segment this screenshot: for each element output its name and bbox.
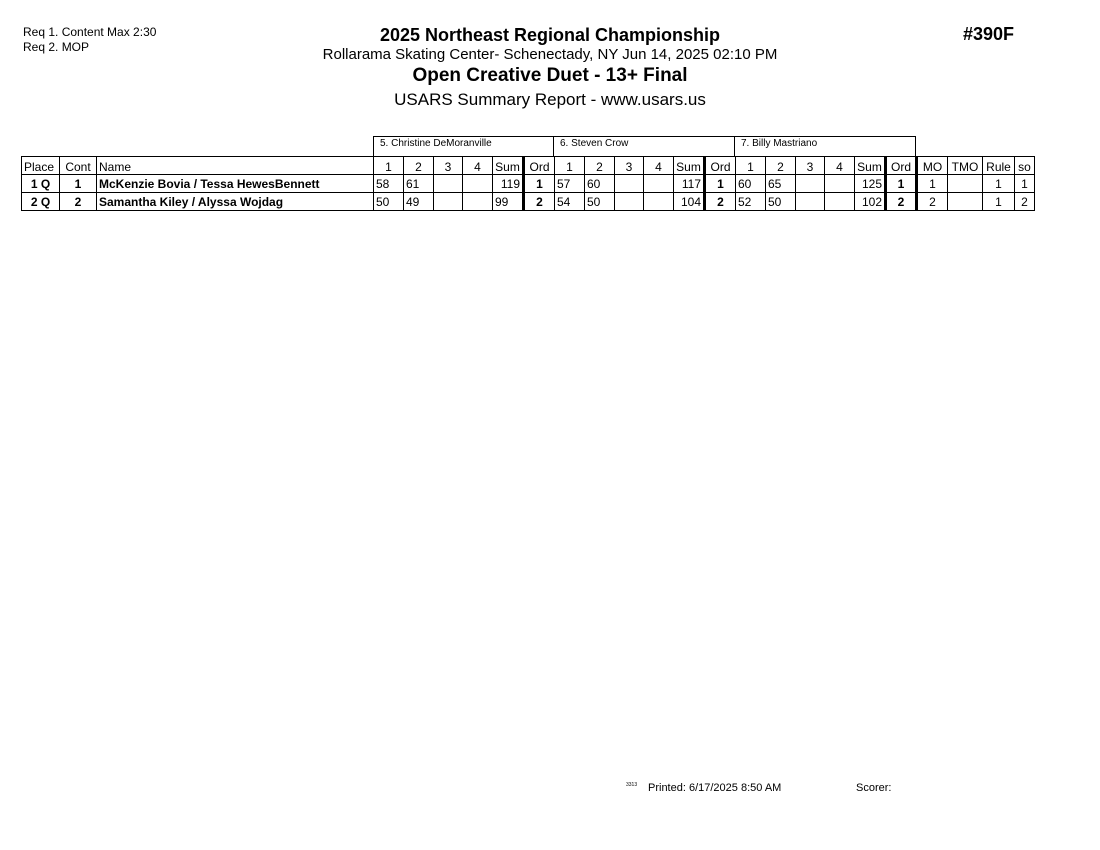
col-j1-ord: Ord xyxy=(524,157,555,175)
cont-cell: 1 xyxy=(60,175,97,193)
score-cell xyxy=(644,175,674,193)
table-header-row xyxy=(22,157,1035,175)
so-cell: 1 xyxy=(1015,175,1035,193)
col-j3-ord: Ord xyxy=(886,157,917,175)
mo-cell: 1 xyxy=(917,175,948,193)
requirement-2: Req 2. MOP xyxy=(23,40,90,54)
tmo-cell xyxy=(948,193,983,211)
col-j1-score3: 3 xyxy=(434,157,463,175)
judge-header-2: 6. Steven Crow xyxy=(553,136,735,156)
ord-cell: 2 xyxy=(886,193,917,211)
ord-cell: 2 xyxy=(524,193,555,211)
mo-cell: 2 xyxy=(917,193,948,211)
col-tmo: TMO xyxy=(948,157,983,175)
sum-cell: 102 xyxy=(855,193,886,211)
col-place: Place xyxy=(22,157,60,175)
ord-cell: 2 xyxy=(705,193,736,211)
ord-cell: 1 xyxy=(886,175,917,193)
requirements xyxy=(23,25,156,55)
score-cell: 50 xyxy=(585,193,615,211)
requirement-1: Req 1. Content Max 2:30 xyxy=(23,25,157,39)
rule-cell: 1 xyxy=(983,193,1015,211)
name-cell: McKenzie Bovia / Tessa HewesBennett xyxy=(97,175,374,193)
score-cell: 60 xyxy=(585,175,615,193)
table-row xyxy=(22,193,1035,211)
score-cell: 52 xyxy=(736,193,766,211)
report-header xyxy=(240,24,860,112)
score-cell: 58 xyxy=(374,175,404,193)
col-rule: Rule xyxy=(983,157,1015,175)
score-cell: 50 xyxy=(766,193,796,211)
col-mo: MO xyxy=(917,157,948,175)
score-cell: 50 xyxy=(374,193,404,211)
col-j3-sum: Sum xyxy=(855,157,886,175)
score-cell: 49 xyxy=(404,193,434,211)
event-title: Open Creative Duet - 13+ Final xyxy=(412,65,688,86)
col-name: Name xyxy=(97,157,374,175)
version-tag: 3313 xyxy=(626,782,638,788)
sum-cell: 99 xyxy=(493,193,524,211)
col-j3-score3: 3 xyxy=(796,157,825,175)
scorer-label: Scorer: xyxy=(856,782,892,794)
name-cell: Samantha Kiley / Alyssa Wojdag xyxy=(97,193,374,211)
col-j1-sum: Sum xyxy=(493,157,524,175)
ord-cell: 1 xyxy=(705,175,736,193)
so-cell: 2 xyxy=(1015,193,1035,211)
score-cell: 57 xyxy=(555,175,585,193)
col-j3-score2: 2 xyxy=(766,157,796,175)
score-cell: 60 xyxy=(736,175,766,193)
sum-cell: 119 xyxy=(493,175,524,193)
col-cont: Cont xyxy=(60,157,97,175)
col-j2-score3: 3 xyxy=(615,157,644,175)
score-cell: 65 xyxy=(766,175,796,193)
judge-header-3: 7. Billy Mastriano xyxy=(734,136,916,156)
score-cell xyxy=(434,175,463,193)
score-cell xyxy=(644,193,674,211)
rule-cell: 1 xyxy=(983,175,1015,193)
score-cell xyxy=(615,193,644,211)
col-j1-score4: 4 xyxy=(463,157,493,175)
score-cell xyxy=(796,175,825,193)
sum-cell: 117 xyxy=(674,175,705,193)
score-cell xyxy=(796,193,825,211)
results-table xyxy=(21,156,1035,211)
table-row xyxy=(22,175,1035,193)
score-cell xyxy=(463,175,493,193)
score-cell xyxy=(434,193,463,211)
score-cell xyxy=(825,193,855,211)
score-cell xyxy=(615,175,644,193)
score-cell xyxy=(463,193,493,211)
report-title: USARS Summary Report - www.usars.us xyxy=(394,90,706,109)
place-cell: 2 Q xyxy=(22,193,60,211)
championship-title: 2025 Northeast Regional Championship xyxy=(379,25,721,45)
tmo-cell xyxy=(948,175,983,193)
col-j1-score1: 1 xyxy=(374,157,404,175)
score-cell: 61 xyxy=(404,175,434,193)
col-j2-score1: 1 xyxy=(555,157,585,175)
sum-cell: 104 xyxy=(674,193,705,211)
col-j2-score4: 4 xyxy=(644,157,674,175)
col-j3-score1: 1 xyxy=(736,157,766,175)
col-j1-score2: 2 xyxy=(404,157,434,175)
col-so: so xyxy=(1015,157,1035,175)
place-cell: 1 Q xyxy=(22,175,60,193)
sum-cell: 125 xyxy=(855,175,886,193)
col-j2-sum: Sum xyxy=(674,157,705,175)
printed-timestamp: Printed: 6/17/2025 8:50 AM xyxy=(648,782,782,794)
col-j2-score2: 2 xyxy=(585,157,615,175)
col-j2-ord: Ord xyxy=(705,157,736,175)
score-cell: 54 xyxy=(555,193,585,211)
cont-cell: 2 xyxy=(60,193,97,211)
ord-cell: 1 xyxy=(524,175,555,193)
judge-header-1: 5. Christine DeMoranville xyxy=(373,136,554,156)
event-number: #390F xyxy=(963,24,1015,44)
col-j3-score4: 4 xyxy=(825,157,855,175)
score-cell xyxy=(825,175,855,193)
venue-line: Rollarama Skating Center- Schenectady, NY Jun 14, 2025 02:10 PM xyxy=(322,46,778,63)
